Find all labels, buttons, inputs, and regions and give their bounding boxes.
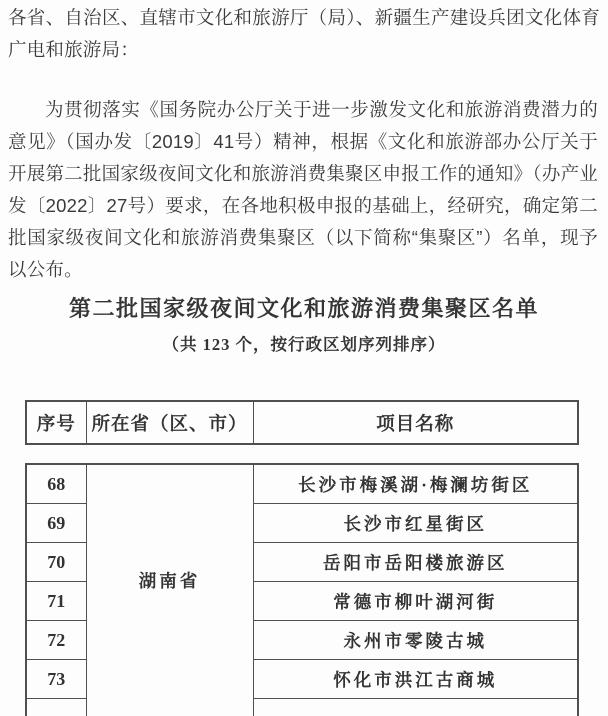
salutation-line: 各省、自治区、直辖市文化和旅游厅（局）、新疆生产建设兵团文化体育广电和旅游局： [8,7,600,60]
table-body [25,463,579,716]
province-cell: 湖南省 [86,464,253,716]
header-row [26,401,578,444]
serial-cell [26,699,86,716]
project-cell: 怀化市洪江古商城 [253,660,578,699]
serial-cell: 71 [26,582,86,621]
project-cell: 永州市零陵古城 [253,621,578,660]
serial-cell: 70 [26,543,86,582]
column-header-province: 所在省（区、市） [86,401,253,444]
project-cell: 长沙市红星街区 [253,504,578,543]
body-paragraph: 为贯彻落实《国务院办公厅关于进一步激发文化和旅游消费潜力的意见》（国办发〔2019〕41号）精神，根据《文化和旅游部办公厅关于开展第二批国家级夜间文化和旅游消费集聚区申报工作的通知》（办产业发〔2022〕27号）要求，在各地积极申报的基础上，经研究，确定第二批国家级夜间文化和旅游消费集聚区（以下简称“集聚区”）名单，现予以公布。 [8,99,598,280]
list-title: 第二批国家级夜间文化和旅游消费集聚区名单 [68,296,539,321]
column-header-project: 项目名称 [253,401,578,444]
column-header-serial: 序号 [26,401,86,444]
list-subtitle: （共 123 个，按行政区划序列排序） [162,335,446,354]
serial-cell: 73 [26,660,86,699]
serial-cell: 69 [26,504,86,543]
project-cell [253,699,578,716]
serial-cell: 68 [26,464,86,504]
project-cell: 岳阳市岳阳楼旅游区 [253,543,578,582]
project-cell: 长沙市梅溪湖·梅澜坊街区 [253,464,578,504]
serial-cell: 72 [26,621,86,660]
table-header [25,400,579,445]
table-row [26,464,578,504]
project-cell: 常德市柳叶湖河街 [253,582,578,621]
